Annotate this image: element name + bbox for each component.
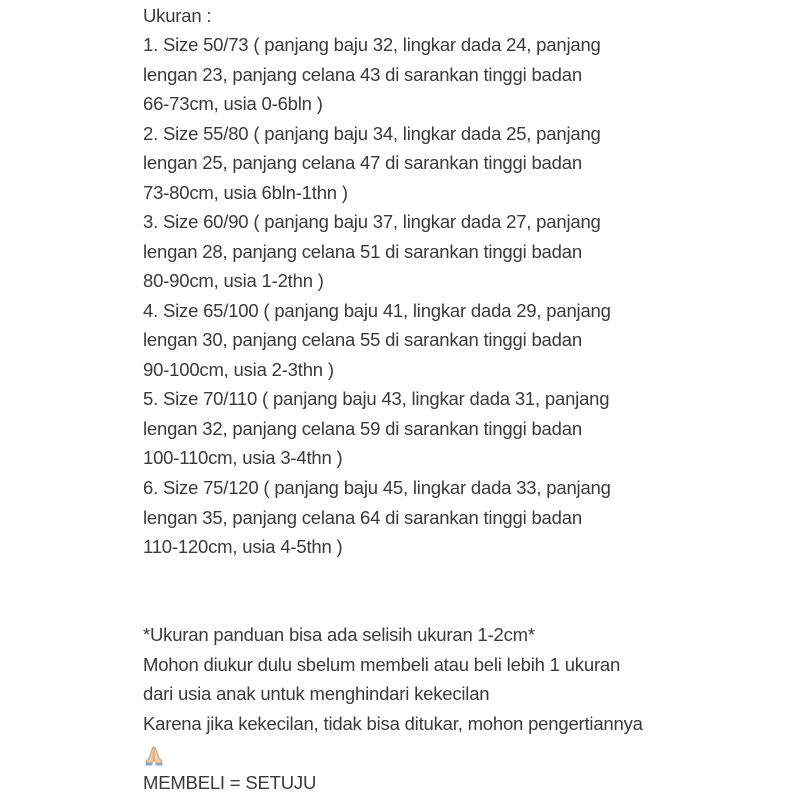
size-4-line-3: 90-100cm, usia 2-3thn ) [143,359,334,380]
folded-hands-icon [143,744,165,766]
size-1-line-2: lengan 23, panjang celana 43 di sarankan tinggi badan [143,64,582,85]
size-1-line-1: 1. Size 50/73 ( panjang baju 32, lingkar dada 24, panjang [143,34,601,55]
note-line-2: Mohon diukur dulu sbelum membeli atau beli lebih 1 ukuran [143,654,621,675]
size-2-line-1: 2. Size 55/80 ( panjang baju 34, lingkar dada 25, panjang [143,123,601,144]
note-line-3: dari usia anak untuk menghindari kekecilan [143,683,490,704]
heading: Ukuran : [143,5,212,26]
size-3-line-3: 80-90cm, usia 1-2thn ) [143,270,324,291]
size-5-line-2: lengan 32, panjang celana 59 di sarankan tinggi badan [143,418,582,439]
size-3-line-1: 3. Size 60/90 ( panjang baju 37, lingkar dada 27, panjang [143,211,601,232]
size-5-line-1: 5. Size 70/110 ( panjang baju 43, lingkar dada 31, panjang [143,388,610,409]
size-4-line-1: 4. Size 65/100 ( panjang baju 41, lingkar dada 29, panjang [143,300,611,321]
size-2-line-2: lengan 25, panjang celana 47 di sarankan tinggi badan [143,152,582,173]
size-3-line-2: lengan 28, panjang celana 51 di sarankan tinggi badan [143,241,582,262]
size-4-line-2: lengan 30, panjang celana 55 di sarankan tinggi badan [143,329,582,350]
note-line-4: Karena jika kekecilan, tidak bisa ditukar, mohon pengertiannya [143,713,643,734]
note-line-1: *Ukuran panduan bisa ada selisih ukuran 1-2cm* [143,624,535,645]
size-6-line-3: 110-120cm, usia 4-5thn ) [143,536,343,557]
size-2-line-3: 73-80cm, usia 6bln-1thn ) [143,182,348,203]
size-5-line-3: 100-110cm, usia 3-4thn ) [143,447,343,468]
closing-line: MEMBELI = SETUJU [143,772,317,793]
size-1-line-3: 66-73cm, usia 0-6bln ) [143,93,323,114]
size-6-line-1: 6. Size 75/120 ( panjang baju 45, lingkar dada 33, panjang [143,477,611,498]
size-6-line-2: lengan 35, panjang celana 64 di sarankan tinggi badan [143,507,582,528]
